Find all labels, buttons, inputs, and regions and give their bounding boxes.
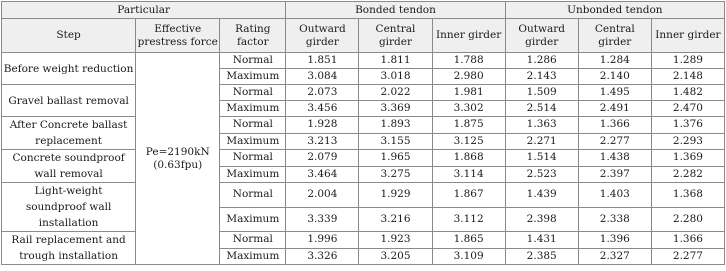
value-cell: 3.114 [432,166,505,183]
value-cell: 3.456 [286,101,359,117]
value-cell: 1.369 [651,150,724,167]
value-cell: 2.277 [651,248,724,265]
value-cell: 3.155 [359,133,432,150]
rating-factor-cell: Maximum [220,207,286,232]
step-name-cell: Gravel ballast removal [2,85,136,117]
value-cell: 2.293 [651,133,724,150]
value-cell: 2.140 [578,69,651,85]
value-cell: 3.302 [432,101,505,117]
value-cell: 3.369 [359,101,432,117]
value-cell: 1.875 [432,117,505,134]
table-row [2,85,725,101]
value-cell: 1.366 [651,232,724,249]
value-cell: 1.509 [505,85,578,101]
rating-factor-cell: Maximum [220,69,286,85]
value-cell: 2.004 [286,183,359,208]
rating-factor-cell: Maximum [220,101,286,117]
value-cell: 2.143 [505,69,578,85]
table-row [2,53,725,69]
value-cell: 3.109 [432,248,505,265]
rating-factor-cell: Normal [220,232,286,249]
value-cell: 3.275 [359,166,432,183]
rating-factor-cell: Normal [220,150,286,167]
header-rating-factor: Rating factor [220,19,286,53]
header-row-columns [2,19,725,53]
rating-factor-cell: Normal [220,85,286,101]
header-effective-prestress: Effective prestress force [136,19,220,53]
value-cell: 2.470 [651,101,724,117]
value-cell: 1.284 [578,53,651,69]
value-cell: 1.438 [578,150,651,167]
value-cell: 2.079 [286,150,359,167]
header-unbonded-tendon: Unbonded tendon [505,2,724,19]
value-cell: 1.996 [286,232,359,249]
value-cell: 3.216 [359,207,432,232]
value-cell: 1.286 [505,53,578,69]
value-cell: 3.464 [286,166,359,183]
value-cell: 1.923 [359,232,432,249]
value-cell: 1.376 [651,117,724,134]
value-cell: 1.868 [432,150,505,167]
value-cell: 2.148 [651,69,724,85]
step-name-cell: After Concrete ballast replacement [2,117,136,150]
header-bonded-outward-girder: Outward girder [286,19,359,53]
step-name-cell: Concrete soundproof wall removal [2,150,136,183]
value-cell: 2.327 [578,248,651,265]
rating-factor-cell: Normal [220,183,286,208]
value-cell: 1.867 [432,183,505,208]
rating-factor-cell: Maximum [220,133,286,150]
step-name-cell: Before weight reduction [2,53,136,85]
rating-factor-cell: Normal [220,53,286,69]
header-particular: Particular [2,2,286,19]
value-cell: 3.018 [359,69,432,85]
step-name-cell: Light-weight soundproof wall installation [2,183,136,232]
table-row [2,232,725,249]
value-cell: 3.326 [286,248,359,265]
value-cell: 2.022 [359,85,432,101]
header-bonded-inner-girder: Inner girder [432,19,505,53]
value-cell: 1.965 [359,150,432,167]
value-cell: 1.482 [651,85,724,101]
rating-factor-cell: Maximum [220,166,286,183]
value-cell: 3.112 [432,207,505,232]
value-cell: 1.495 [578,85,651,101]
value-cell: 1.893 [359,117,432,134]
value-cell: 1.788 [432,53,505,69]
header-unbonded-outward-girder: Outward girder [505,19,578,53]
value-cell: 3.339 [286,207,359,232]
value-cell: 2.073 [286,85,359,101]
value-cell: 2.277 [578,133,651,150]
header-unbonded-central-girder: Central girder [578,19,651,53]
value-cell: 3.213 [286,133,359,150]
rating-factor-cell: Normal [220,117,286,134]
value-cell: 2.282 [651,166,724,183]
value-cell: 2.514 [505,101,578,117]
value-cell: 1.366 [578,117,651,134]
value-cell: 2.523 [505,166,578,183]
rating-factor-table [1,1,725,265]
table-row [2,150,725,167]
header-bonded-tendon: Bonded tendon [286,2,505,19]
value-cell: 1.851 [286,53,359,69]
header-step: Step [2,19,136,53]
value-cell: 2.271 [505,133,578,150]
value-cell: 1.865 [432,232,505,249]
value-cell: 1.431 [505,232,578,249]
value-cell: 2.385 [505,248,578,265]
value-cell: 1.396 [578,232,651,249]
value-cell: 1.514 [505,150,578,167]
value-cell: 3.205 [359,248,432,265]
table-row [2,117,725,134]
value-cell: 2.980 [432,69,505,85]
header-row-groups [2,2,725,19]
table-body [2,53,725,265]
value-cell: 1.363 [505,117,578,134]
header-bonded-central-girder: Central girder [359,19,432,53]
value-cell: 2.398 [505,207,578,232]
step-name-cell: Rail replacement and trough installation [2,232,136,265]
table-row [2,183,725,208]
value-cell: 2.397 [578,166,651,183]
value-cell: 1.439 [505,183,578,208]
value-cell: 2.491 [578,101,651,117]
rating-factor-cell: Maximum [220,248,286,265]
value-cell: 1.368 [651,183,724,208]
value-cell: 1.981 [432,85,505,101]
value-cell: 1.289 [651,53,724,69]
effective-prestress-cell: Pe=2190kN (0.63fpu) [136,53,220,265]
header-unbonded-inner-girder: Inner girder [651,19,724,53]
value-cell: 1.403 [578,183,651,208]
value-cell: 3.084 [286,69,359,85]
value-cell: 2.338 [578,207,651,232]
value-cell: 1.928 [286,117,359,134]
value-cell: 2.280 [651,207,724,232]
value-cell: 1.811 [359,53,432,69]
value-cell: 3.125 [432,133,505,150]
value-cell: 1.929 [359,183,432,208]
